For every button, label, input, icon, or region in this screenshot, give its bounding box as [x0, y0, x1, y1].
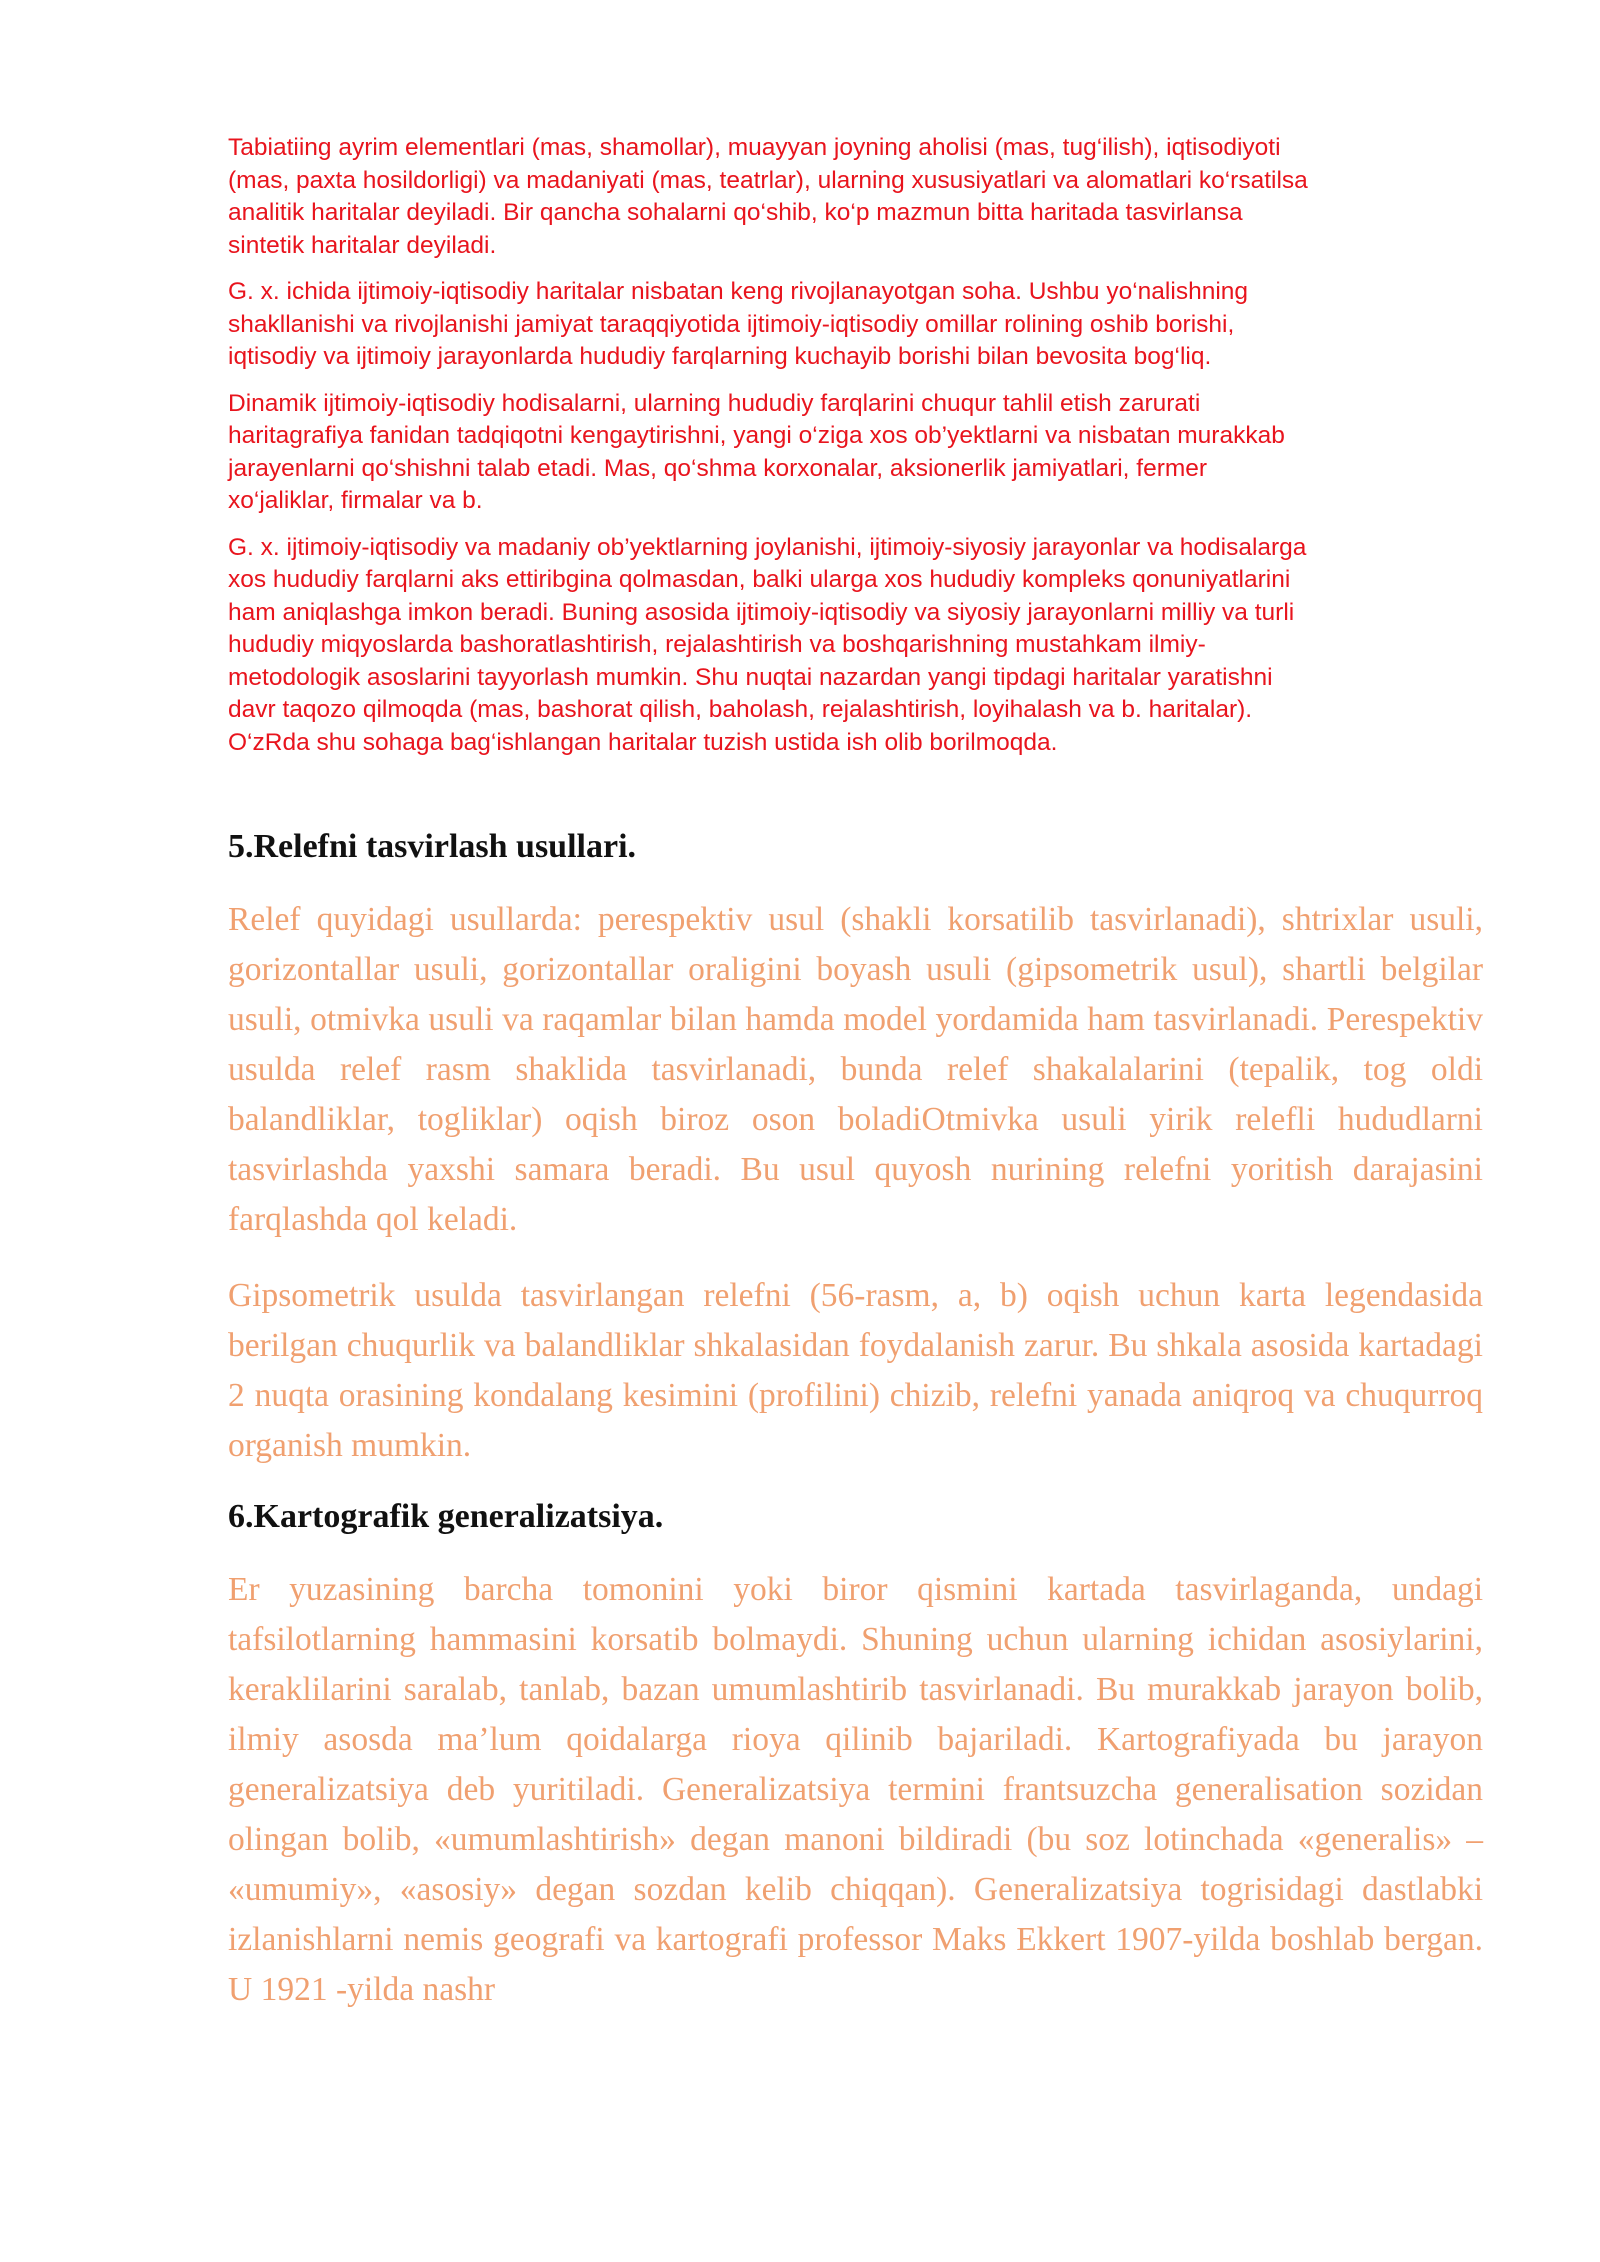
paragraph-analytic-synthetic-maps: Tabiatiing ayrim elementlari (mas, shamollar), muayyan joyning aholisi (mas, tug‘ilish), iqtisodiyoti (mas, paxta hosildorligi) va madaniyati (mas, teatrlar), ularning xususiyatlari va alomatlari ko‘rsatilsa analitik haritalar deyiladi. Bir qancha sohalarni qo‘shib, ko‘p mazmun bitta haritada tasvirlansa sintetik haritalar deyiladi. — [228, 134, 1308, 259]
analytic-maps-section — [228, 132, 1483, 759]
generalization-section — [228, 1497, 1483, 2015]
relief-methods-section — [228, 827, 1483, 1471]
paragraph-hypsometric-method: Gipsometrik usulda tasvirlangan relefni (56-rasm, a, b) oqish uchun karta legendasida berilgan chuqurlik va balandliklar shkalasidan foydalanish zarur. Bu shkala asosida kartadagi 2 nuqta orasining kondalang kesimini (profilini) chizib, relefni yanada aniqroq va chuqurroq organish mumkin. — [228, 1277, 1483, 1464]
section-spacer — [228, 773, 1483, 827]
section-heading-relief: 5.Relefni tasvirlash usullari. — [228, 828, 637, 865]
paragraph-socio-economic-maps: G. x. ichida ijtimoiy-iqtisodiy haritalar nisbatan keng rivojlanayotgan soha. Ushbu yo‘nalishning shakllanishi va rivojlanishi jamiyat taraqqiyotida ijtimoiy-iqtisodiy omillar rolining oshib borishi, iqtisodiy va ijtimoiy jarayonlarda hududiy farqlarning kuchayib borishi bilan bevosita bog‘liq. — [228, 278, 1249, 370]
paragraph-relief-methods: Relef quyidagi usullarda: perespektiv usul (shakli korsatilib tasvirlanadi), shtrixlar usuli, gorizontallar usuli, gorizontallar oraligini boyash usuli (gipsometrik usul), shartli belgilar usuli, otmivka usuli va raqamlar bilan hamda model yordamida ham tasvirlanadi. Perespektiv usulda relef rasm shaklida tasvirlanadi, bunda relef shakalalarini (tepalik, tog oldi balandliklar, togliklar) oqish biroz oson boladiOtmivka usuli yirik relefli hududlarni tasvirlashda yaxshi samara beradi. Bu usul quyosh nurining relefni yoritish darajasini farqlashda qol keladi. — [228, 901, 1483, 1238]
document-content — [228, 132, 1483, 2041]
paragraph-dynamic-phenomena: Dinamik ijtimoiy-iqtisodiy hodisalarni, ularning hududiy farqlarini chuqur tahlil etish zarurati haritagrafiya fanidan tadqiqotni kengaytirishni, yangi o‘ziga xos ob’yektlarni va nisbatan murakkab jarayenlarni qo‘shishni talab etadi. Mas, qo‘shma korxonalar, aksionerlik jamiyatlari, fermer xo‘jaliklar, firmalar va b. — [228, 389, 1285, 514]
paragraph-territorial-differences: G. x. ijtimoiy-iqtisodiy va madaniy ob’yektlarning joylanishi, ijtimoiy-siyosiy jarayonlar va hodisalarga xos hududiy farqlarni aks ettiribgina qolmasdan, balki ularga xos hududiy kompleks qonuniyatlarini ham aniqlashga imkon beradi. Buning asosida ijtimoiy-iqtisodiy va siyosiy jarayonlarni milliy va turli hududiy miqyoslarda bashoratlashtirish, rejalashtirish va boshqarishning mustahkam ilmiy- metodologik asoslarini tayyorlash mumkin. Shu nuqtai nazardan yangi tipdagi haritalar yaratishni davr taqozo qilmoqda (mas, bashorat qilish, baholash, rejalashtirish, loyihalash va b. haritalar). O‘zRda shu sohaga bag‘ishlangan haritalar tuzish ustida ish olib borilmoqda. — [228, 533, 1307, 756]
paragraph-generalization: Er yuzasining barcha tomonini yoki biror qismini kartada tasvirlaganda, undagi tafsilotlarning hammasini korsatib bolmaydi. Shuning uchun ularning ichidan asosiylarini, keraklilarini saralab, tanlab, bazan umumlashtirib tasvirlanadi. Bu murakkab jarayon bolib, ilmiy asosda ma’lum qoidalarga rioya qilinib bajariladi. Kartografiyada bu jarayon generalizatsiya deb yuritiladi. Generalizatsiya termini frantsuzcha generalisation sozidan olingan bolib, «umumlashtirish» degan manoni bildiradi (bu soz lotinchada «generalis» – «umumiy», «asosiy» degan sozdan kelib chiqqan). Generalizatsiya togrisidagi dastlabki izlanishlarni nemis geografi va kartografi professor Maks Ekkert 1907-yilda boshlab bergan. U 1921 -yilda nashr — [228, 1571, 1483, 2008]
section-heading-generalization: 6.Kartografik generalizatsiya. — [228, 1498, 664, 1535]
